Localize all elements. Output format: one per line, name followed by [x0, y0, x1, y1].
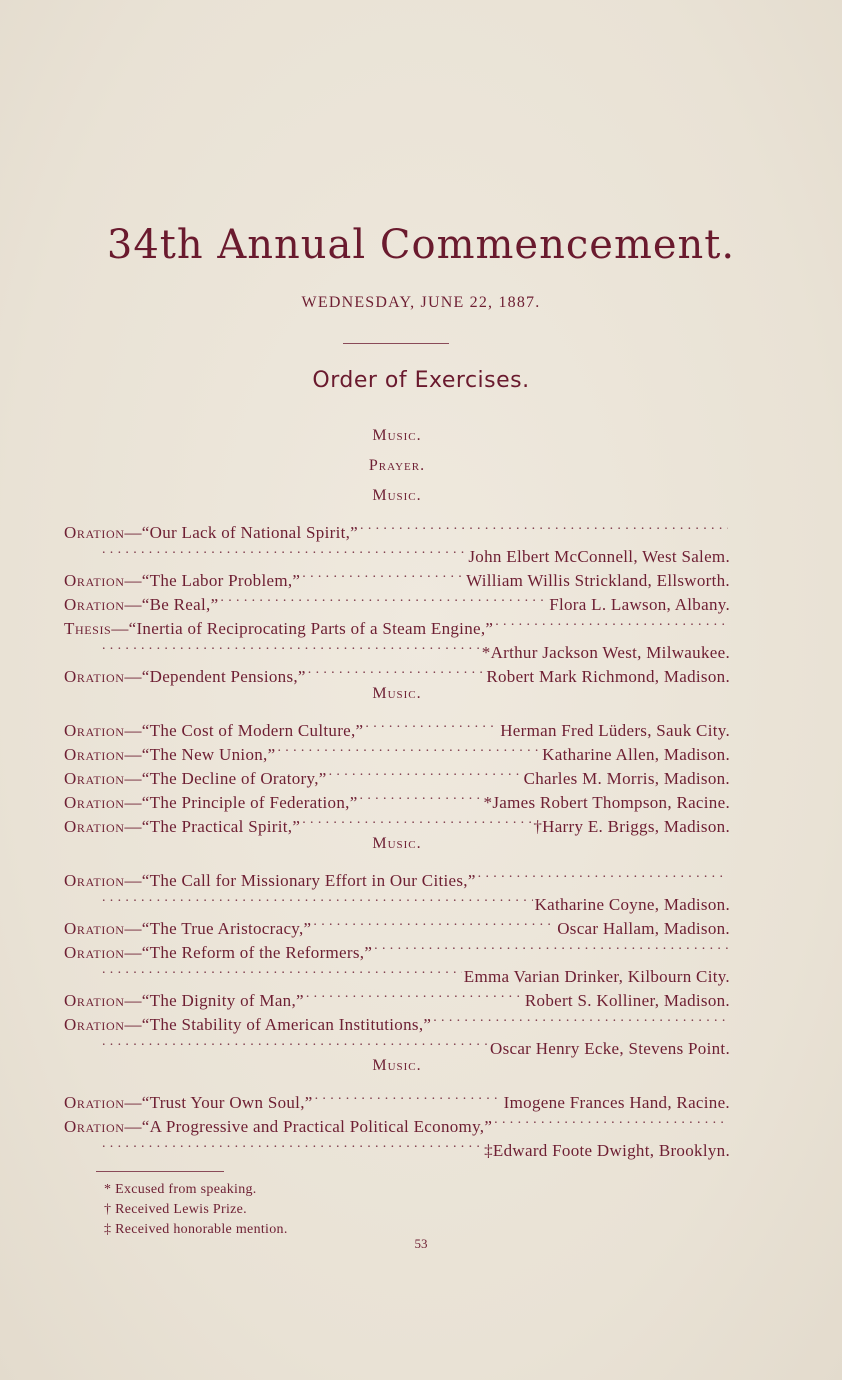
entry-title: —“The Labor Problem,”	[124, 571, 301, 590]
entry-title: —“A Progressive and Practical Political Economy,”	[124, 1117, 493, 1136]
entry-kind: Oration	[64, 991, 125, 1010]
entry-kind: Oration	[64, 571, 125, 590]
entry-kind: Oration	[64, 769, 125, 788]
entry-title: —“Trust Your Own Soul,”	[124, 1093, 313, 1112]
entry-speaker: Robert S. Kolliner, Madison.	[524, 991, 730, 1010]
section-heading: Order of Exercises.	[312, 368, 530, 393]
program-entry	[64, 862, 730, 914]
footnotes	[104, 1180, 288, 1240]
entry-kind: Oration	[64, 523, 125, 542]
dot-leader	[102, 634, 480, 658]
entry-speaker: Emma Varian Drinker, Kilbourn City.	[463, 967, 730, 986]
entry-kind: Oration	[64, 1117, 125, 1136]
entry-speaker: Oscar Henry Ecke, Stevens Point.	[490, 1039, 730, 1058]
entry-continuation-line	[64, 538, 730, 566]
dot-leader	[494, 1108, 728, 1132]
dot-leader	[102, 1132, 482, 1156]
program-entry	[64, 610, 730, 662]
footnote-lewis-prize: † Received Lewis Prize.	[104, 1202, 247, 1217]
program-entry	[64, 1108, 730, 1160]
dot-leader	[277, 736, 540, 760]
footnote-excused: * Excused from speaking.	[104, 1182, 257, 1197]
entry-kind: Oration	[64, 745, 125, 764]
entry-kind: Oration	[64, 1093, 125, 1112]
dot-leader	[495, 610, 728, 634]
entry-kind: Oration	[64, 721, 125, 740]
dot-leader	[102, 538, 466, 562]
dot-leader	[478, 862, 728, 886]
entry-kind: Thesis	[64, 619, 112, 638]
entry-title: —“The True Aristocracy,”	[124, 919, 312, 938]
dot-leader	[102, 958, 462, 982]
entry-kind: Oration	[64, 793, 125, 812]
entry-title: —“The Practical Spirit,”	[124, 817, 301, 836]
page-number: 53	[414, 1236, 428, 1251]
entry-title: —“The Call for Missionary Effort in Our Cities,”	[124, 871, 476, 890]
entry-speaker: Oscar Hallam, Madison.	[557, 919, 730, 938]
entry-title: —“Be Real,”	[124, 595, 219, 614]
program-entry	[64, 1006, 730, 1058]
dot-leader	[313, 910, 555, 934]
entry-first-line	[64, 862, 730, 890]
entry-title: —“The Cost of Modern Culture,”	[124, 721, 364, 740]
entry-speaker: *Arthur Jackson West, Milwaukee.	[481, 643, 730, 662]
entry-speaker: *James Robert Thompson, Racine.	[483, 793, 730, 812]
program-entry	[64, 712, 730, 740]
program-music-line: Prayer.	[368, 457, 426, 474]
program-music-line: Music.	[372, 1057, 422, 1074]
entry-kind: Oration	[64, 817, 125, 836]
dot-leader	[315, 1084, 502, 1108]
entry-continuation-line	[64, 886, 730, 914]
footnote-divider	[96, 1171, 224, 1172]
entry-first-line	[64, 1084, 730, 1112]
entry-kind: Oration	[64, 871, 125, 890]
dot-leader	[220, 586, 547, 610]
program-music-line: Music.	[372, 835, 422, 852]
program-music-line: Music.	[372, 685, 422, 702]
event-date: WEDNESDAY, JUNE 22, 1887.	[301, 294, 541, 311]
entry-first-line	[64, 712, 730, 740]
program-entry	[64, 934, 730, 986]
entry-speaker: Robert Mark Richmond, Madison.	[486, 667, 730, 686]
entry-speaker: Flora L. Lawson, Albany.	[549, 595, 730, 614]
entry-speaker: †Harry E. Briggs, Madison.	[533, 817, 730, 836]
dot-leader	[360, 784, 482, 808]
dot-leader	[302, 562, 464, 586]
entry-continuation-line	[64, 1132, 730, 1160]
dot-leader	[302, 808, 531, 832]
entry-speaker: ‡Edward Foote Dwight, Brooklyn.	[484, 1141, 730, 1160]
dot-leader	[329, 760, 522, 784]
footnote-honorable-mention: ‡ Received honorable mention.	[104, 1222, 288, 1237]
order-of-exercises	[64, 424, 730, 1160]
program-music-line: Music.	[372, 427, 422, 444]
main-title: 34th Annual Commencement.	[106, 222, 736, 268]
entry-kind: Oration	[64, 919, 125, 938]
program-music-line: Music.	[372, 487, 422, 504]
entry-continuation-line	[64, 634, 730, 662]
entry-title: —“Our Lack of National Spirit,”	[124, 523, 359, 542]
dot-leader	[102, 1030, 488, 1054]
entry-title: —“The Principle of Federation,”	[124, 793, 358, 812]
entry-first-line	[64, 514, 730, 542]
entry-title: —“The Decline of Oratory,”	[124, 769, 327, 788]
entry-continuation-line	[64, 958, 730, 986]
program-entry	[64, 514, 730, 566]
entry-speaker: Herman Fred Lüders, Sauk City.	[500, 721, 730, 740]
entry-speaker: Imogene Frances Hand, Racine.	[503, 1093, 730, 1112]
entry-title: —“The Reform of the Reformers,”	[124, 943, 373, 962]
entry-kind: Oration	[64, 595, 125, 614]
dot-leader	[102, 886, 533, 910]
entry-speaker: William Willis Strickland, Ellsworth.	[466, 571, 730, 590]
entry-speaker: John Elbert McConnell, West Salem.	[468, 547, 730, 566]
dot-leader	[306, 982, 523, 1006]
dot-leader	[308, 658, 485, 682]
entry-continuation-line	[64, 1030, 730, 1058]
entry-kind: Oration	[64, 1015, 125, 1034]
dot-leader	[433, 1006, 728, 1030]
entry-speaker: Katharine Allen, Madison.	[542, 745, 730, 764]
entry-title: —“Dependent Pensions,”	[124, 667, 306, 686]
dot-leader	[374, 934, 728, 958]
entry-title: —“The Stability of American Institutions,”	[124, 1015, 432, 1034]
entry-kind: Oration	[64, 943, 125, 962]
entry-kind: Oration	[64, 667, 125, 686]
title-divider	[343, 343, 449, 344]
dot-leader	[365, 712, 498, 736]
entry-title: —“The New Union,”	[124, 745, 276, 764]
entry-title: —“Inertia of Reciprocating Parts of a Steam Engine,”	[111, 619, 494, 638]
entry-title: —“The Dignity of Man,”	[124, 991, 304, 1010]
entry-speaker: Charles M. Morris, Madison.	[523, 769, 730, 788]
program-entry	[64, 1084, 730, 1112]
entry-speaker: Katharine Coyne, Madison.	[534, 895, 730, 914]
dot-leader	[360, 514, 728, 538]
